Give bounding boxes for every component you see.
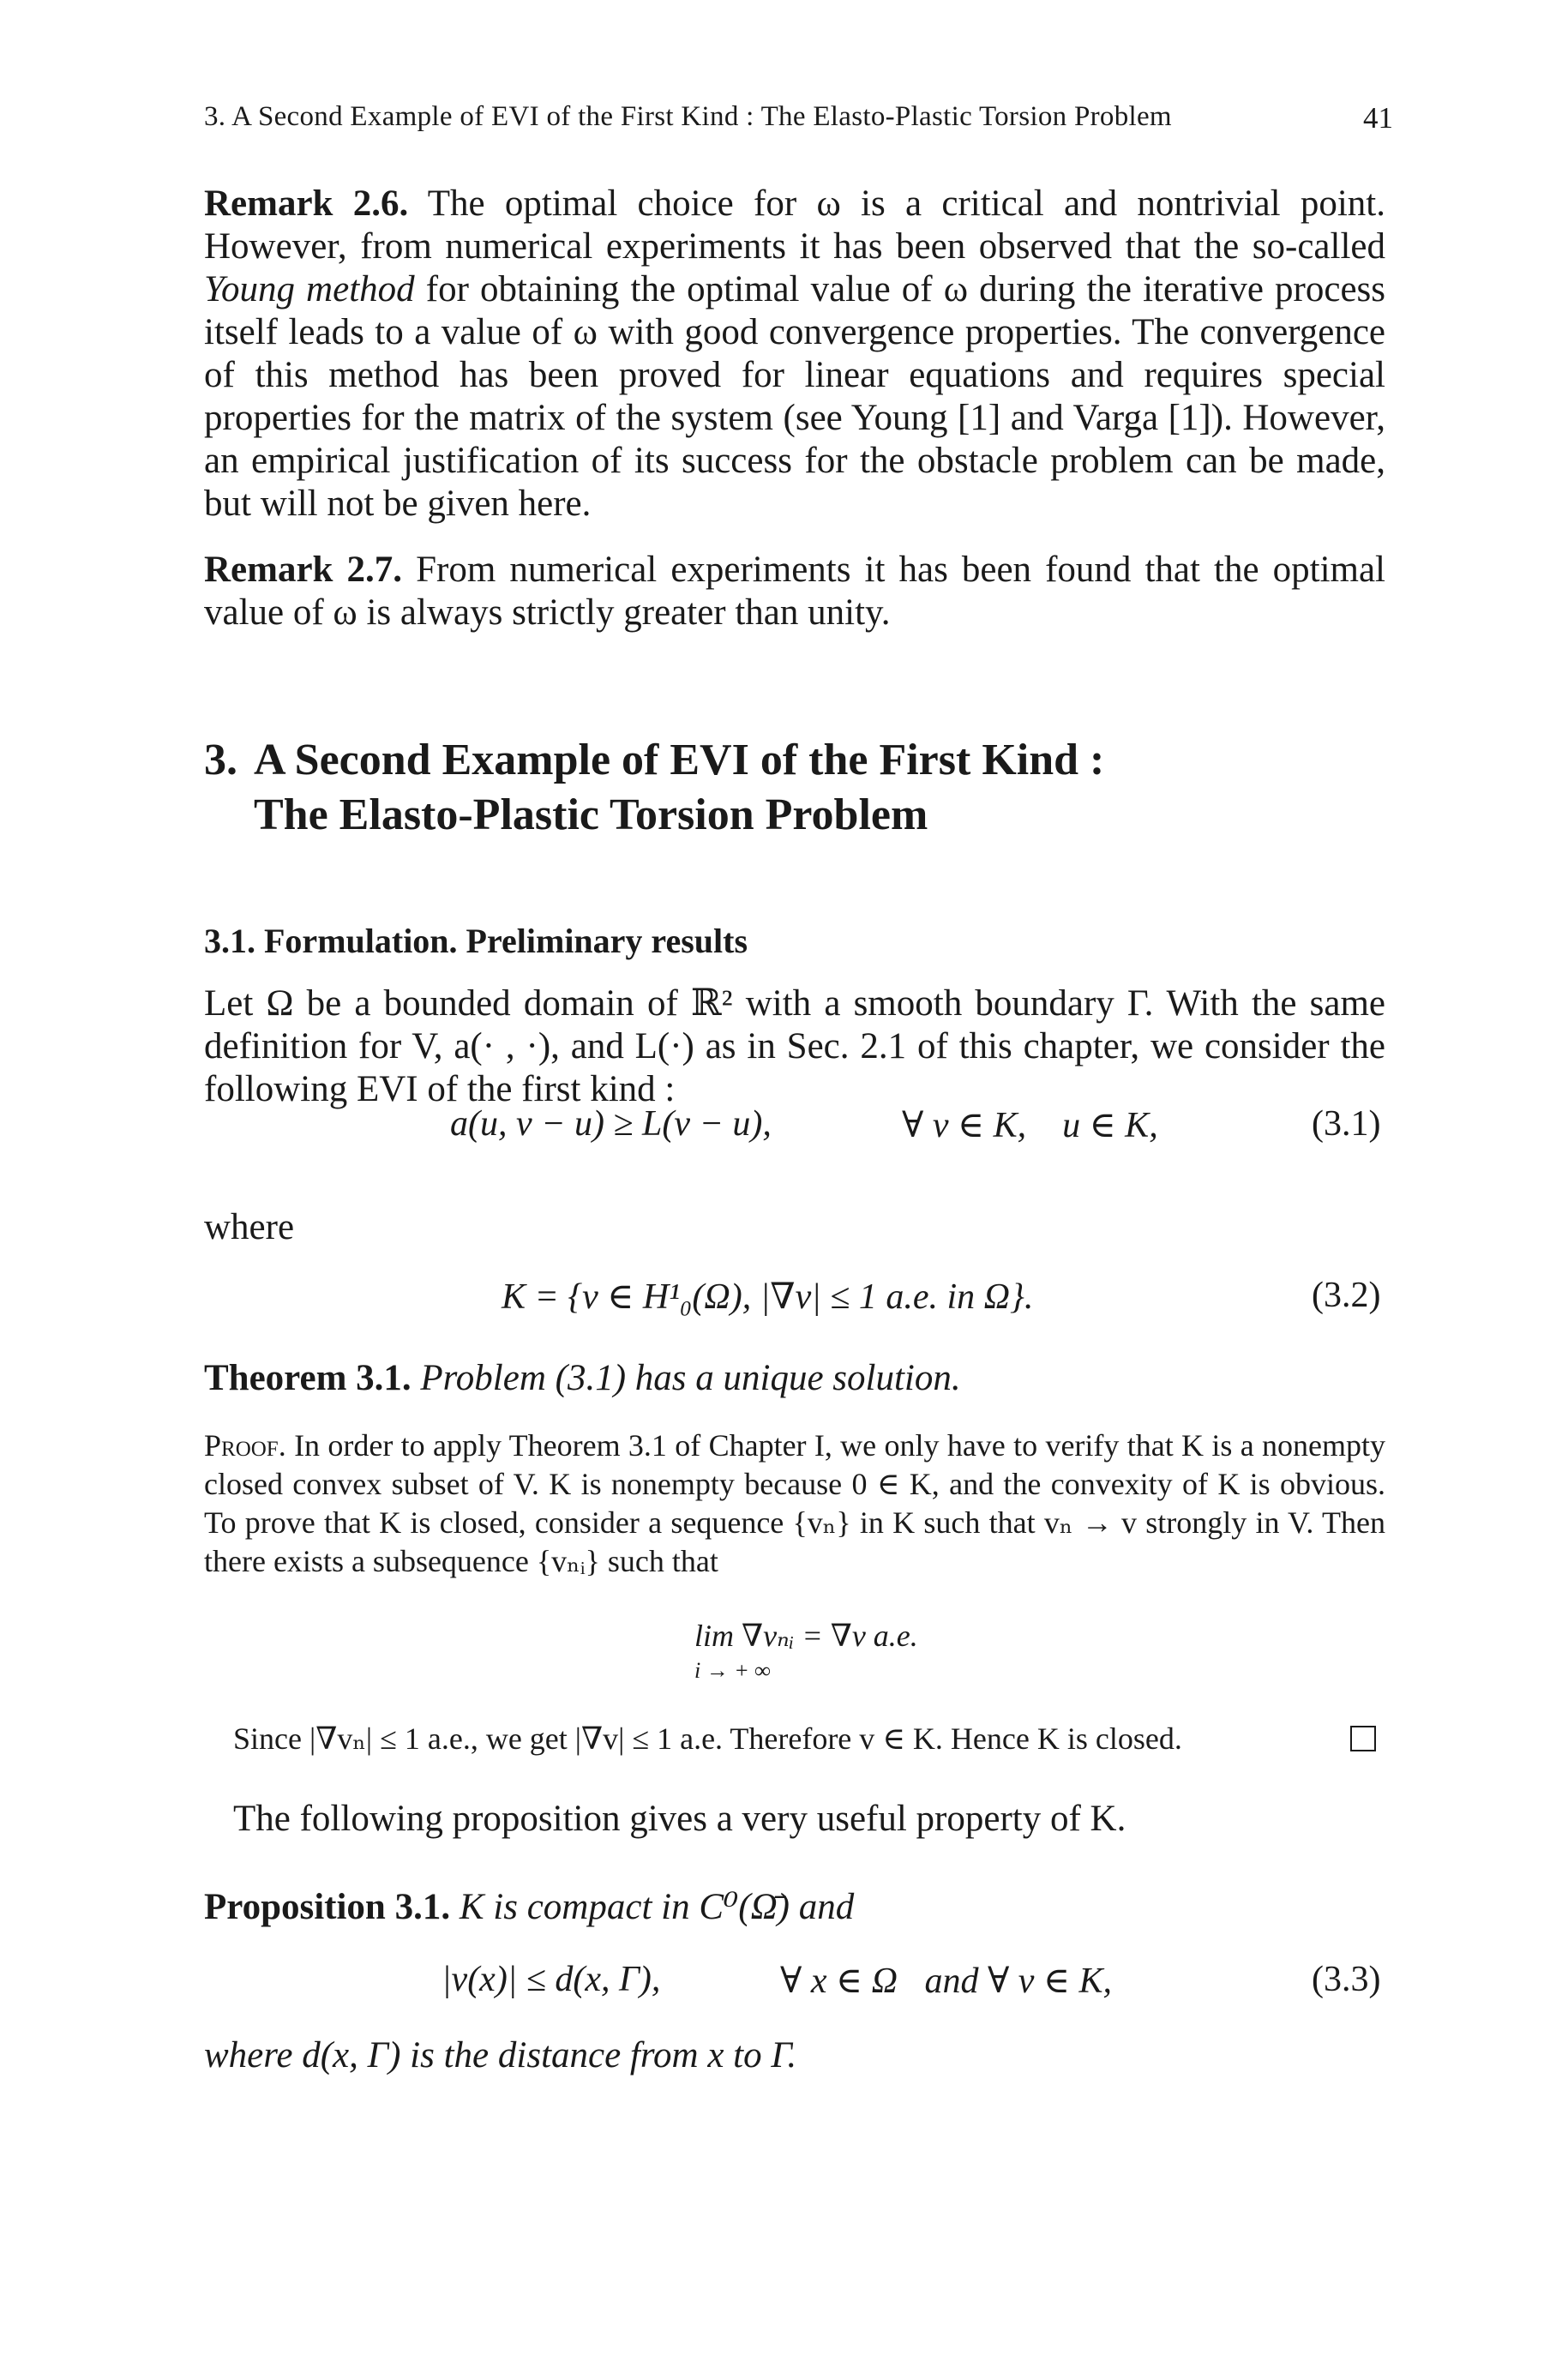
page-number: 41 <box>1363 101 1393 135</box>
equation-3-2: K = {v ∈ H¹₀(Ω), |∇v| ≤ 1 a.e. in Ω}. <box>502 1277 1034 1317</box>
remark-italic-term: Young method <box>204 269 415 309</box>
limit-expression: lim ∇vₙᵢ = ∇v a.e. <box>694 1619 918 1653</box>
proposition-label: Proposition 3.1. <box>204 1887 451 1927</box>
proposition-3-1 <box>204 1886 1385 1929</box>
section-title-line-2: The Elasto-Plastic Torsion Problem <box>254 790 928 839</box>
section-number: 3. <box>204 736 237 784</box>
subsection-title: 3.1. Formulation. Preliminary results <box>204 922 748 960</box>
equation-3-1-lhs: a(u, v − u) ≥ L(v − u), <box>450 1104 772 1144</box>
proof-conclusion: Since |∇vₙ| ≤ 1 a.e., we get |∇v| ≤ 1 a.e. Therefore v ∈ K. Hence K is closed. <box>233 1721 1182 1756</box>
remark-text: From numerical experiments it has been found that the optimal value of ω is always strictly greater than unity. <box>204 550 1385 633</box>
proof-label: Proof. <box>204 1428 286 1463</box>
equation-number: (3.3) <box>1312 1960 1381 1999</box>
remark-label: Remark 2.6. <box>204 183 409 224</box>
distance-definition: where d(x, Γ) is the distance from x to Γ. <box>204 2035 797 2076</box>
equation-3-1-rhs: ∀ v ∈ K, u ∈ K, <box>902 1106 1158 1145</box>
remark-text: The optimal choice for ω is a critical and nontrivial point. However, from numerical experiments it has been observed that the so-called <box>204 183 1385 267</box>
equation-3-3-lhs: |v(x)| ≤ d(x, Γ), <box>442 1960 661 1999</box>
remark-text-continued: for obtaining the optimal value of ω during the iterative process itself leads to a value of ω with good convergence properties. The convergence of this method has been proved for linear equations and requires special properties for the matrix of the system (see Young [1] and Varga [1]). However, an empirical justification of its success for the obstacle problem can be made, but will not be given here. <box>204 269 1386 524</box>
where-label: where <box>204 1207 295 1247</box>
intro-paragraph: Let Ω be a bounded domain of ℝ² with a smooth boundary Γ. With the same definition for V, a(· , ·), and L(·) as in Sec. 2.1 of this chapter, we consider the following EVI of the first kind : <box>204 983 1385 1109</box>
proposition-statement: K is compact in C⁰(Ω̄) and <box>459 1887 855 1927</box>
section-title-line-1: A Second Example of EVI of the First Kind : <box>254 736 1105 784</box>
theorem-statement: Problem (3.1) has a unique solution. <box>420 1358 961 1398</box>
theorem-label: Theorem 3.1. <box>204 1358 412 1398</box>
remark-2-7 <box>204 549 1385 634</box>
proof-text: In order to apply Theorem 3.1 of Chapter I, we only have to verify that K is a nonempty closed convex subset of V. K is nonempty because 0 ∈ K, and the convexity of K is obvious. To prove that K is closed, consider a sequence {vₙ} in K such that vₙ → v strongly in V. Then there exists a subsequence {vₙᵢ} such that <box>204 1428 1386 1578</box>
theorem-3-1 <box>204 1357 1385 1400</box>
proof-paragraph <box>204 1427 1385 1581</box>
running-head: 3. A Second Example of EVI of the First Kind : The Elasto-Plastic Torsion Problem <box>204 101 1172 132</box>
equation-number: (3.2) <box>1312 1276 1381 1315</box>
equation-number: (3.1) <box>1312 1104 1381 1144</box>
following-sentence: The following proposition gives a very useful property of K. <box>233 1799 1126 1839</box>
remark-label: Remark 2.7. <box>204 550 403 590</box>
limit-subscript: i → + ∞ <box>694 1658 771 1683</box>
equation-3-3-rhs: ∀ x ∈ Ω and ∀ v ∈ K, <box>780 1961 1113 2001</box>
qed-box-icon <box>1350 1726 1376 1751</box>
remark-2-6 <box>204 183 1385 526</box>
